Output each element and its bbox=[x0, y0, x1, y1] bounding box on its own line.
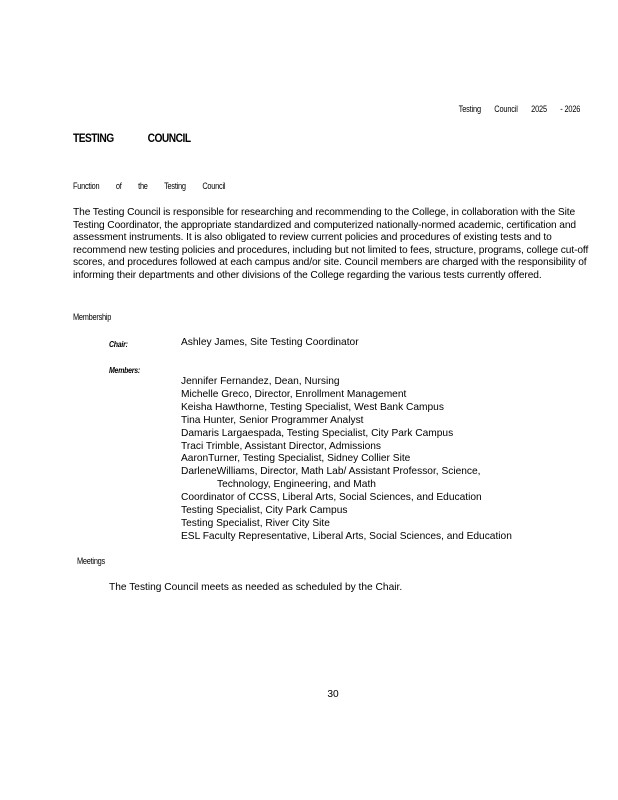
header-year-end: - 2026 bbox=[560, 104, 580, 114]
member-line: Michelle Greco, Director, Enrollment Management bbox=[181, 388, 407, 400]
member-item bbox=[181, 518, 512, 531]
function-heading-word-1: Function bbox=[73, 181, 100, 191]
function-heading-word-2: of bbox=[115, 181, 122, 191]
member-line: Jennifer Fernandez, Dean, Nursing bbox=[181, 376, 340, 387]
member-line: Testing Specialist, River City Site bbox=[181, 517, 330, 529]
member-line: DarleneWilliams, Director, Math Lab/ Assistant Professor, Science, bbox=[181, 466, 481, 478]
member-line: AaronTurner, Testing Specialist, Sidney Collier Site bbox=[181, 453, 411, 465]
chair-value: Ashley James, Site Testing Coordinator bbox=[181, 337, 359, 348]
member-line: Damaris Largaespada, Testing Specialist, City Park Campus bbox=[181, 427, 454, 439]
member-item bbox=[181, 441, 512, 454]
meetings-heading: Meetings bbox=[77, 556, 105, 566]
member-item bbox=[181, 376, 512, 389]
function-heading-word-4: Testing bbox=[164, 181, 186, 191]
page-title bbox=[73, 131, 191, 145]
member-line: ESL Faculty Representative, Liberal Arts, Social Sciences, and Education bbox=[181, 530, 512, 542]
title-word-council: COUNCIL bbox=[147, 131, 191, 145]
member-item bbox=[181, 428, 512, 441]
function-paragraph: The Testing Council is responsible for researching and recommending to the College, in collaboration with the Site Testing Coordinator, the appropriate standardized and computerized nationally-normed academic, certification and assessment instruments. It is also obligated to review current policies and procedures of existing tests and to recommend new testing policies and procedures, including but not limited to fees, structure, programs, college cut-off scores, and procedures followed at each campus and/or site. Council members are charged with the responsibility of informing their departments and other divisions of the College regarding the various tests currently offered. bbox=[73, 207, 589, 281]
member-line: Traci Trimble, Assistant Director, Admissions bbox=[181, 440, 382, 452]
title-word-testing: TESTING bbox=[73, 131, 114, 145]
members-label: Members: bbox=[109, 365, 140, 375]
member-item bbox=[181, 389, 512, 402]
members-list bbox=[181, 376, 512, 544]
running-header bbox=[447, 104, 580, 114]
member-item bbox=[181, 402, 512, 415]
header-word-testing: Testing bbox=[458, 104, 481, 114]
member-line-continuation: Technology, Engineering, and Math bbox=[217, 479, 376, 491]
membership-heading: Membership bbox=[73, 312, 112, 322]
member-item bbox=[181, 453, 512, 466]
member-item bbox=[181, 466, 512, 492]
member-item bbox=[181, 415, 512, 428]
member-item bbox=[181, 531, 512, 544]
member-line: Tina Hunter, Senior Programmer Analyst bbox=[181, 414, 364, 426]
page-number: 30 bbox=[327, 689, 339, 700]
member-line: Keisha Hawthorne, Testing Specialist, West Bank Campus bbox=[181, 401, 444, 413]
member-item bbox=[181, 505, 512, 518]
meetings-text: The Testing Council meets as needed as scheduled by the Chair. bbox=[109, 582, 403, 593]
header-word-council: Council bbox=[494, 104, 518, 114]
function-heading-word-5: Council bbox=[202, 181, 226, 191]
chair-label: Chair: bbox=[109, 339, 128, 349]
header-year-start: 2025 bbox=[530, 104, 547, 114]
member-line: Testing Specialist, City Park Campus bbox=[181, 505, 348, 517]
function-heading-word-3: the bbox=[138, 181, 148, 191]
member-item bbox=[181, 492, 512, 505]
function-heading bbox=[73, 181, 240, 191]
member-line: Coordinator of CCSS, Liberal Arts, Social Sciences, and Education bbox=[181, 492, 482, 504]
